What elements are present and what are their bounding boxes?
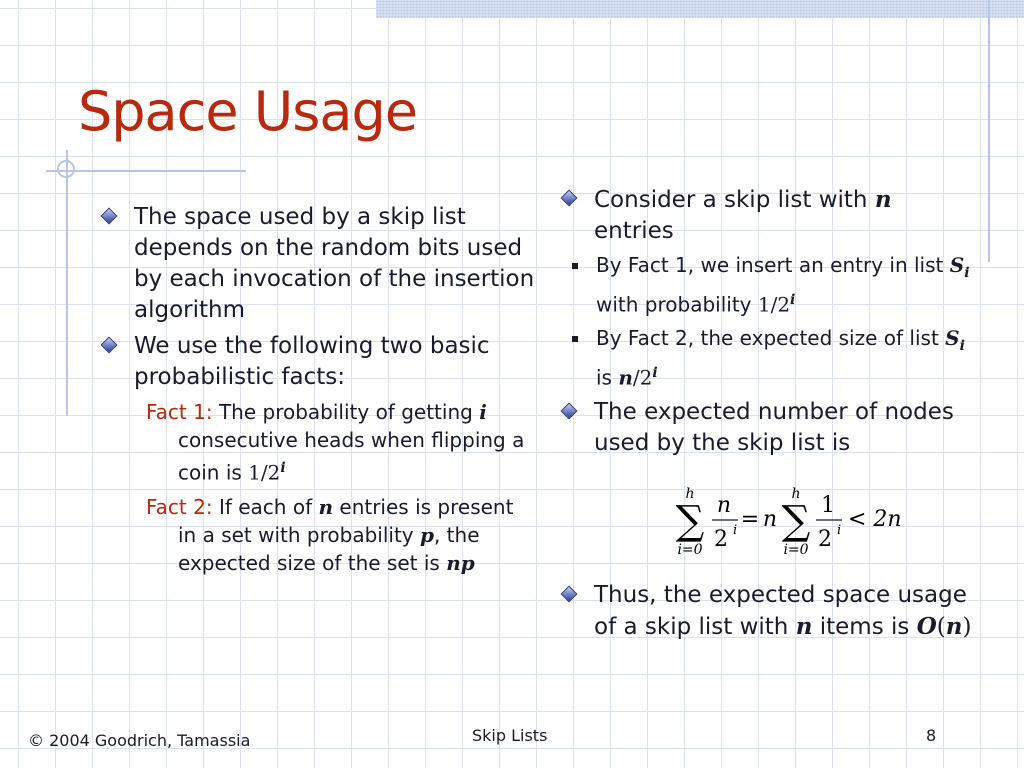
decor-horizontal-line (46, 170, 246, 172)
fact-1-exponent: i (280, 460, 286, 476)
footer-page-number: 8 (926, 726, 937, 745)
bullet-thus-space-usage (556, 580, 994, 643)
right-column (556, 184, 976, 464)
value: /2 (632, 365, 653, 390)
sum1-upper: h (685, 486, 695, 502)
fact-2-label: Fact 2: (146, 494, 213, 519)
fact-2-text3: , the expected size of the set is (178, 522, 480, 575)
sub-bullet-text2: with probability (596, 292, 752, 317)
fact-1-value: 1/2 (248, 460, 281, 485)
diamond-bullet-icon (561, 403, 578, 420)
sub-bullet-text2: is (596, 365, 612, 390)
fact-1-label: Fact 1: (146, 400, 213, 424)
bullet-text: We use the following two basic probabilistic facts: (134, 333, 490, 390)
fact-2-text1: If each of (218, 494, 313, 519)
equals-sign: = (740, 507, 760, 532)
bullet-consider-skip-list (556, 184, 976, 247)
var-S: S (945, 325, 960, 350)
var-n: n (618, 365, 633, 390)
bullet-text: Thus, the expected space usage of a skip list with (594, 582, 967, 640)
sub-bullet-text: By Fact 1, we insert an entry in list (596, 253, 944, 277)
square-bullet-icon (572, 336, 578, 342)
exponent: i (790, 292, 796, 308)
var-p: p (419, 522, 434, 547)
sub-bullet-text: By Fact 2, the expected size of list (596, 325, 939, 350)
sum1-lower: i=0 (677, 542, 703, 558)
bullet-text: Consider a skip list with (594, 187, 868, 213)
var-n: n (795, 613, 813, 640)
sum2-lower: i=0 (783, 542, 809, 558)
diamond-bullet-icon (101, 208, 118, 225)
big-o: O (916, 613, 937, 640)
bullet-text: The space used by a skip list depends on the random bits used by each invocation of the insertion algorithm (134, 204, 535, 323)
var-n: n (318, 494, 334, 519)
diamond-bullet-icon (561, 586, 578, 603)
bullet-text2: items is (819, 614, 910, 640)
frac1-exp: i (733, 523, 738, 538)
footer-topic: Skip Lists (472, 726, 548, 745)
fact-2 (96, 493, 536, 577)
bullet-expected-nodes (556, 397, 976, 459)
decor-circle (57, 160, 75, 178)
bullet-text2: entries (594, 218, 674, 244)
sum1-sigma: ∑ (675, 498, 705, 544)
left-column (96, 202, 536, 583)
sum2-sigma: ∑ (781, 498, 811, 544)
expected-nodes-formula (675, 484, 902, 564)
frac2-num: 1 (821, 493, 835, 518)
exponent: i (652, 364, 658, 381)
bullet-space-random-bits (96, 202, 536, 326)
fact-1-text2: consecutive heads when flipping a coin is (178, 428, 525, 485)
fact-1-text: The probability of getting (218, 400, 473, 424)
coef-n: n (762, 507, 778, 532)
sub-i: i (964, 265, 970, 281)
var-np: np (446, 550, 475, 575)
decor-vertical-line-right (988, 0, 990, 262)
paren-close: ) (962, 614, 972, 640)
value: 1/2 (757, 292, 791, 317)
bullet-probabilistic-facts (96, 331, 536, 393)
frac1-num: n (716, 493, 732, 518)
sub-i: i (959, 337, 965, 354)
diamond-bullet-icon (101, 337, 118, 354)
sub-bullet-fact1 (512, 252, 976, 319)
header-band (376, 0, 1024, 18)
sub-bullet-fact2 (512, 325, 976, 392)
frac1-den: 2 (714, 527, 728, 552)
frac2-den: 2 (818, 527, 832, 552)
fact-1 (96, 398, 536, 487)
inner-n: n (945, 613, 963, 640)
less-than-2n: < 2n (848, 507, 902, 532)
square-bullet-icon (572, 263, 578, 269)
var-S: S (949, 253, 965, 277)
bullet-text: The expected number of nodes used by the skip list is (594, 399, 954, 457)
footer-copyright: © 2004 Goodrich, Tamassia (28, 731, 251, 750)
frac2-exp: i (837, 523, 842, 538)
decor-vertical-line-left (66, 150, 68, 416)
var-n: n (874, 186, 892, 213)
diamond-bullet-icon (561, 190, 578, 207)
sum2-upper: h (791, 486, 801, 502)
slide-title: Space Usage (78, 80, 417, 143)
paren-open: ( (936, 614, 946, 640)
fact-2-text2: entries is present in a set with probability (178, 494, 514, 547)
var-i: i (479, 400, 487, 424)
